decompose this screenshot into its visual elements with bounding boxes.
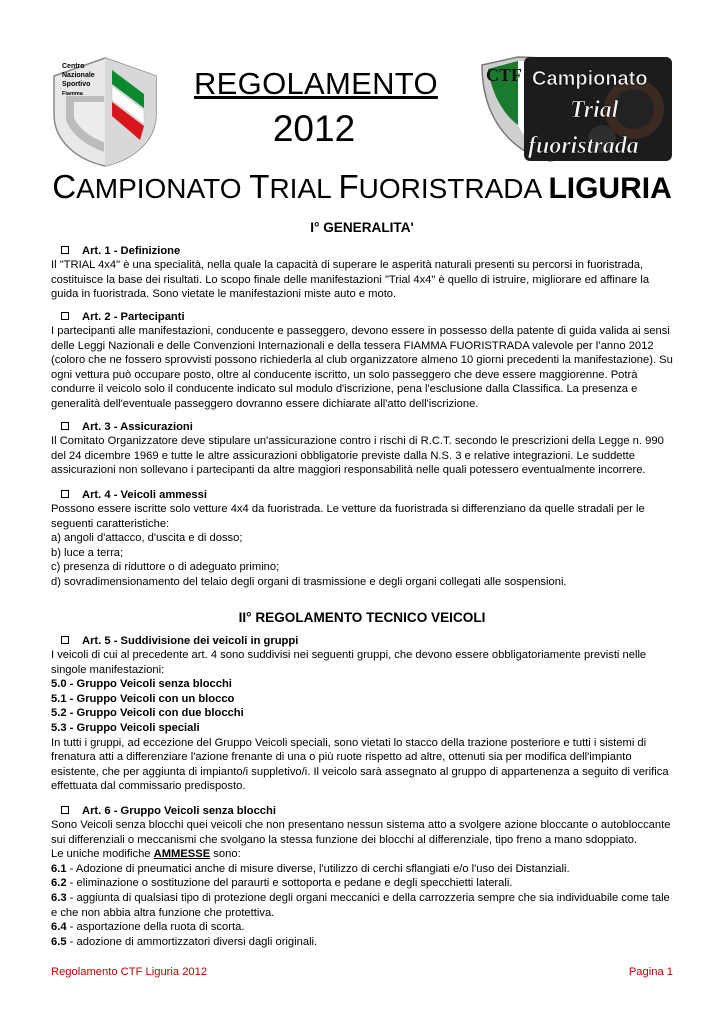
group-item: 5.1 - Gruppo Veicoli con un blocco	[51, 692, 235, 705]
text-line: effettuata dal commissario predisposto.	[51, 780, 246, 793]
text-line: singole manifestazioni:	[51, 663, 165, 676]
footer-title: Regolamento CTF Liguria 2012	[51, 966, 208, 978]
article-heading-text: Art. 2 - Partecipanti	[82, 311, 185, 323]
modification-item	[51, 862, 673, 877]
item-text: - Adozione di pneumatici anche di misure diverse, l'utilizzo di cerchi sflangiati e/o l'uso dei Distanziali.	[66, 862, 570, 875]
cnsf-logo	[52, 56, 158, 168]
article-heading-text: Art. 4 - Veicoli ammessi	[82, 489, 207, 501]
article-body	[51, 648, 673, 794]
footer-page-number: Pagina 1	[628, 966, 673, 978]
item-text: - eliminazione o sostituzione del paraurti e sottoporta e pedane e degli specchietti laterali.	[66, 877, 513, 890]
group-item: 5.0 - Gruppo Veicoli senza blocchi	[51, 678, 232, 691]
text-line: c) presenza di riduttore o di adeguato primino;	[51, 561, 280, 574]
checkbox-bullet-icon	[61, 422, 69, 430]
article-5	[51, 634, 673, 794]
article-heading	[51, 804, 673, 818]
page-footer	[51, 966, 673, 978]
modification-item	[51, 935, 673, 950]
text-line: generalità dell'eventuale passeggero dovranno essere dichiarate all'atto dell'iscrizione.	[51, 397, 479, 410]
article-1	[51, 244, 673, 302]
logo-line-3: Sportivo	[62, 81, 91, 88]
text-line: Possono essere iscritte solo vetture 4x4 da fuoristrada. Le vetture da fuoristrada si differenziano da quelle stradali per le	[51, 503, 645, 515]
text-line: I veicoli di cui al precedente art. 4 sono suddivisi nei seguenti gruppi, che devono essere obbligatoriamente previsti nelle	[51, 649, 647, 661]
subtitle-initial-t: T	[249, 168, 270, 205]
item-number: 6.1	[51, 862, 67, 875]
article-body	[51, 818, 673, 949]
text-line: sui differenziali o meccanismi che svolgano la stessa funzione dei blocchi al differenziale, tipo freno a mano sdoppiato.	[51, 833, 638, 846]
logo-initials: CTF	[486, 65, 522, 85]
article-body	[51, 502, 673, 590]
text-line: condurre il veicolo solo il conducente indicato sul modulo d'iscrizione, pena l'esclusione dalla Classifica. La presenza e	[51, 383, 638, 396]
text-line: guida in fuoristrada. Sono vietate le manifestazioni miste auto e moto.	[51, 288, 397, 301]
article-heading-text: Art. 5 - Suddivisione dei veicoli in gruppi	[82, 635, 299, 647]
text-line: assicurazioni non sollevano i partecipanti da altre maggiori responsabilità nelle quali potessero eventualmente incorrere.	[51, 464, 646, 477]
document-subtitle	[0, 168, 724, 206]
text-fragment: Le uniche modifiche	[51, 848, 154, 861]
text-line: d) sovradimensionamento del telaio degli organi di trasmissione e degli organi collegati alle sospensioni.	[51, 575, 567, 588]
text-line: Il Comitato Organizzatore deve stipulare un'assicurazione contro i rischi di R.C.T. secondo le prescrizioni della Legge n. 990	[51, 435, 664, 447]
article-heading-text: Art. 6 - Gruppo Veicoli senza blocchi	[82, 805, 276, 817]
logo-line-1: Centro	[62, 63, 85, 70]
text-line: I partecipanti alle manifestazioni, conducente e passeggero, devono essere in possesso della patente di guida valida ai sensi	[51, 325, 670, 337]
logo-word-1: Campionato	[532, 68, 648, 90]
item-number: 6.5	[51, 935, 67, 948]
group-item: 5.2 - Gruppo Veicoli con due blocchi	[51, 707, 244, 720]
subtitle-initial-f: F	[338, 168, 359, 205]
text-line: esistente, che per aggiunta di impianto/i suppletivo/i. Il veicolo sarà assegnato al gruppo di appartenenza a seguito di verifica	[51, 765, 669, 778]
modification-item	[51, 920, 673, 935]
article-heading	[51, 488, 673, 502]
article-body	[51, 434, 673, 478]
allowed-keyword: AMMESSE	[153, 848, 211, 861]
item-number: 6.2	[51, 877, 67, 890]
section-title-generalita: I° GENERALITA'	[310, 220, 414, 235]
article-heading	[51, 310, 673, 324]
article-heading	[51, 244, 673, 258]
text-line: costituisce la base dei risultati. Lo scopo finale delle manifestazioni "Trial 4x4" è quello di istruire, migliorare ed affinare la	[51, 273, 650, 286]
article-heading	[51, 634, 673, 648]
text-line: (coloro che ne fossero sprovvisti possono richiederla al club organizzatore almeno 10 giorni precedenti la manifestazione). Su	[51, 354, 673, 367]
text-fragment: sono:	[210, 848, 241, 861]
logo-line-4: Fiamma	[62, 91, 83, 97]
checkbox-bullet-icon	[61, 490, 69, 498]
campionato-trial-logo	[478, 55, 674, 165]
article-body	[51, 258, 673, 302]
modification-item	[51, 876, 673, 891]
checkbox-bullet-icon	[61, 636, 69, 644]
group-item: 5.3 - Gruppo Veicoli speciali	[51, 721, 200, 734]
subtitle-part: RIAL	[269, 173, 339, 204]
item-number: 6.4	[51, 921, 67, 934]
allowed-modifications-line	[51, 847, 673, 862]
modification-item	[51, 906, 673, 921]
text-line: Il "TRIAL 4x4" è una specialità, nella quale la capacità di superare le asperità naturali presenti su percorsi in fuoristrada,	[51, 259, 644, 271]
text-line: del 24 dicembre 1969 e tutte le altre assicurazioni obbligatorie previste dalla N.S. 3 e relative integrazioni. Le suddette	[51, 449, 635, 462]
checkbox-bullet-icon	[61, 806, 69, 814]
logo-line-2: Nazionale	[62, 72, 95, 79]
text-line: a) angoli d'attacco, d'uscita e di dosso;	[51, 532, 243, 545]
subtitle-region: LIGURIA	[548, 172, 672, 205]
article-3	[51, 420, 673, 478]
article-4	[51, 488, 673, 590]
item-text: - aggiunta di qualsiasi tipo di protezione degli organi meccanici e della carrozzeria sempre che sia individuabile come tale	[66, 891, 670, 904]
text-line: b) luce a terra;	[51, 546, 124, 559]
text-line: frenatura atti a differenziare l'azione frenante di una o più ruote rispetto ad altre, ottenuti sia per modifica dell'impianto	[51, 751, 632, 764]
text-line: seguenti caratteristiche:	[51, 517, 170, 530]
article-heading-text: Art. 1 - Definizione	[82, 245, 181, 257]
logo-word-2: Trial	[570, 97, 619, 123]
item-text: - asportazione della ruota di scorta.	[66, 921, 245, 934]
modification-item	[51, 891, 673, 906]
document-title: REGOLAMENTO	[194, 66, 438, 101]
logo-word-3: fuoristrada	[528, 133, 639, 159]
text-line: delle Leggi Nazionali e delle Convenzioni Internazionali e della tessera FIAMMA FUORISTRADA valevole per l’anno 2012	[51, 339, 654, 352]
article-heading	[51, 420, 673, 434]
article-6	[51, 804, 673, 949]
article-heading-text: Art. 3 - Assicurazioni	[82, 421, 193, 433]
subtitle-part: UORISTRADA	[358, 173, 549, 204]
article-body	[51, 324, 673, 412]
text-line: Sono Veicoli senza blocchi quei veicoli che non presentano nessun sistema atto a svolgere azione bloccante o autobloccante	[51, 819, 671, 831]
document-year: 2012	[272, 108, 356, 149]
text-line: In tutti i gruppi, ad eccezione del Gruppo Veicoli speciali, sono vietati lo stacco della trazione posteriore e tutti i sistemi di	[51, 736, 647, 749]
subtitle-initial-c: C	[52, 168, 77, 205]
item-text: - adozione di ammortizzatori diversi dagli originali.	[66, 935, 318, 948]
text-line: ogni vettura può occupare posto, oltre al conducente iscritto, un solo passeggero che deve essere maggiorenne. Potrà	[51, 368, 638, 381]
article-2	[51, 310, 673, 412]
subtitle-part: AMPIONATO	[76, 173, 250, 204]
section-title-regolamento-tecnico: II° REGOLAMENTO TECNICO VEICOLI	[238, 610, 486, 625]
item-text: e che non abbia altra funzione che protettiva.	[51, 906, 275, 919]
item-number: 6.3	[51, 891, 67, 904]
checkbox-bullet-icon	[61, 312, 69, 320]
checkbox-bullet-icon	[61, 246, 69, 254]
